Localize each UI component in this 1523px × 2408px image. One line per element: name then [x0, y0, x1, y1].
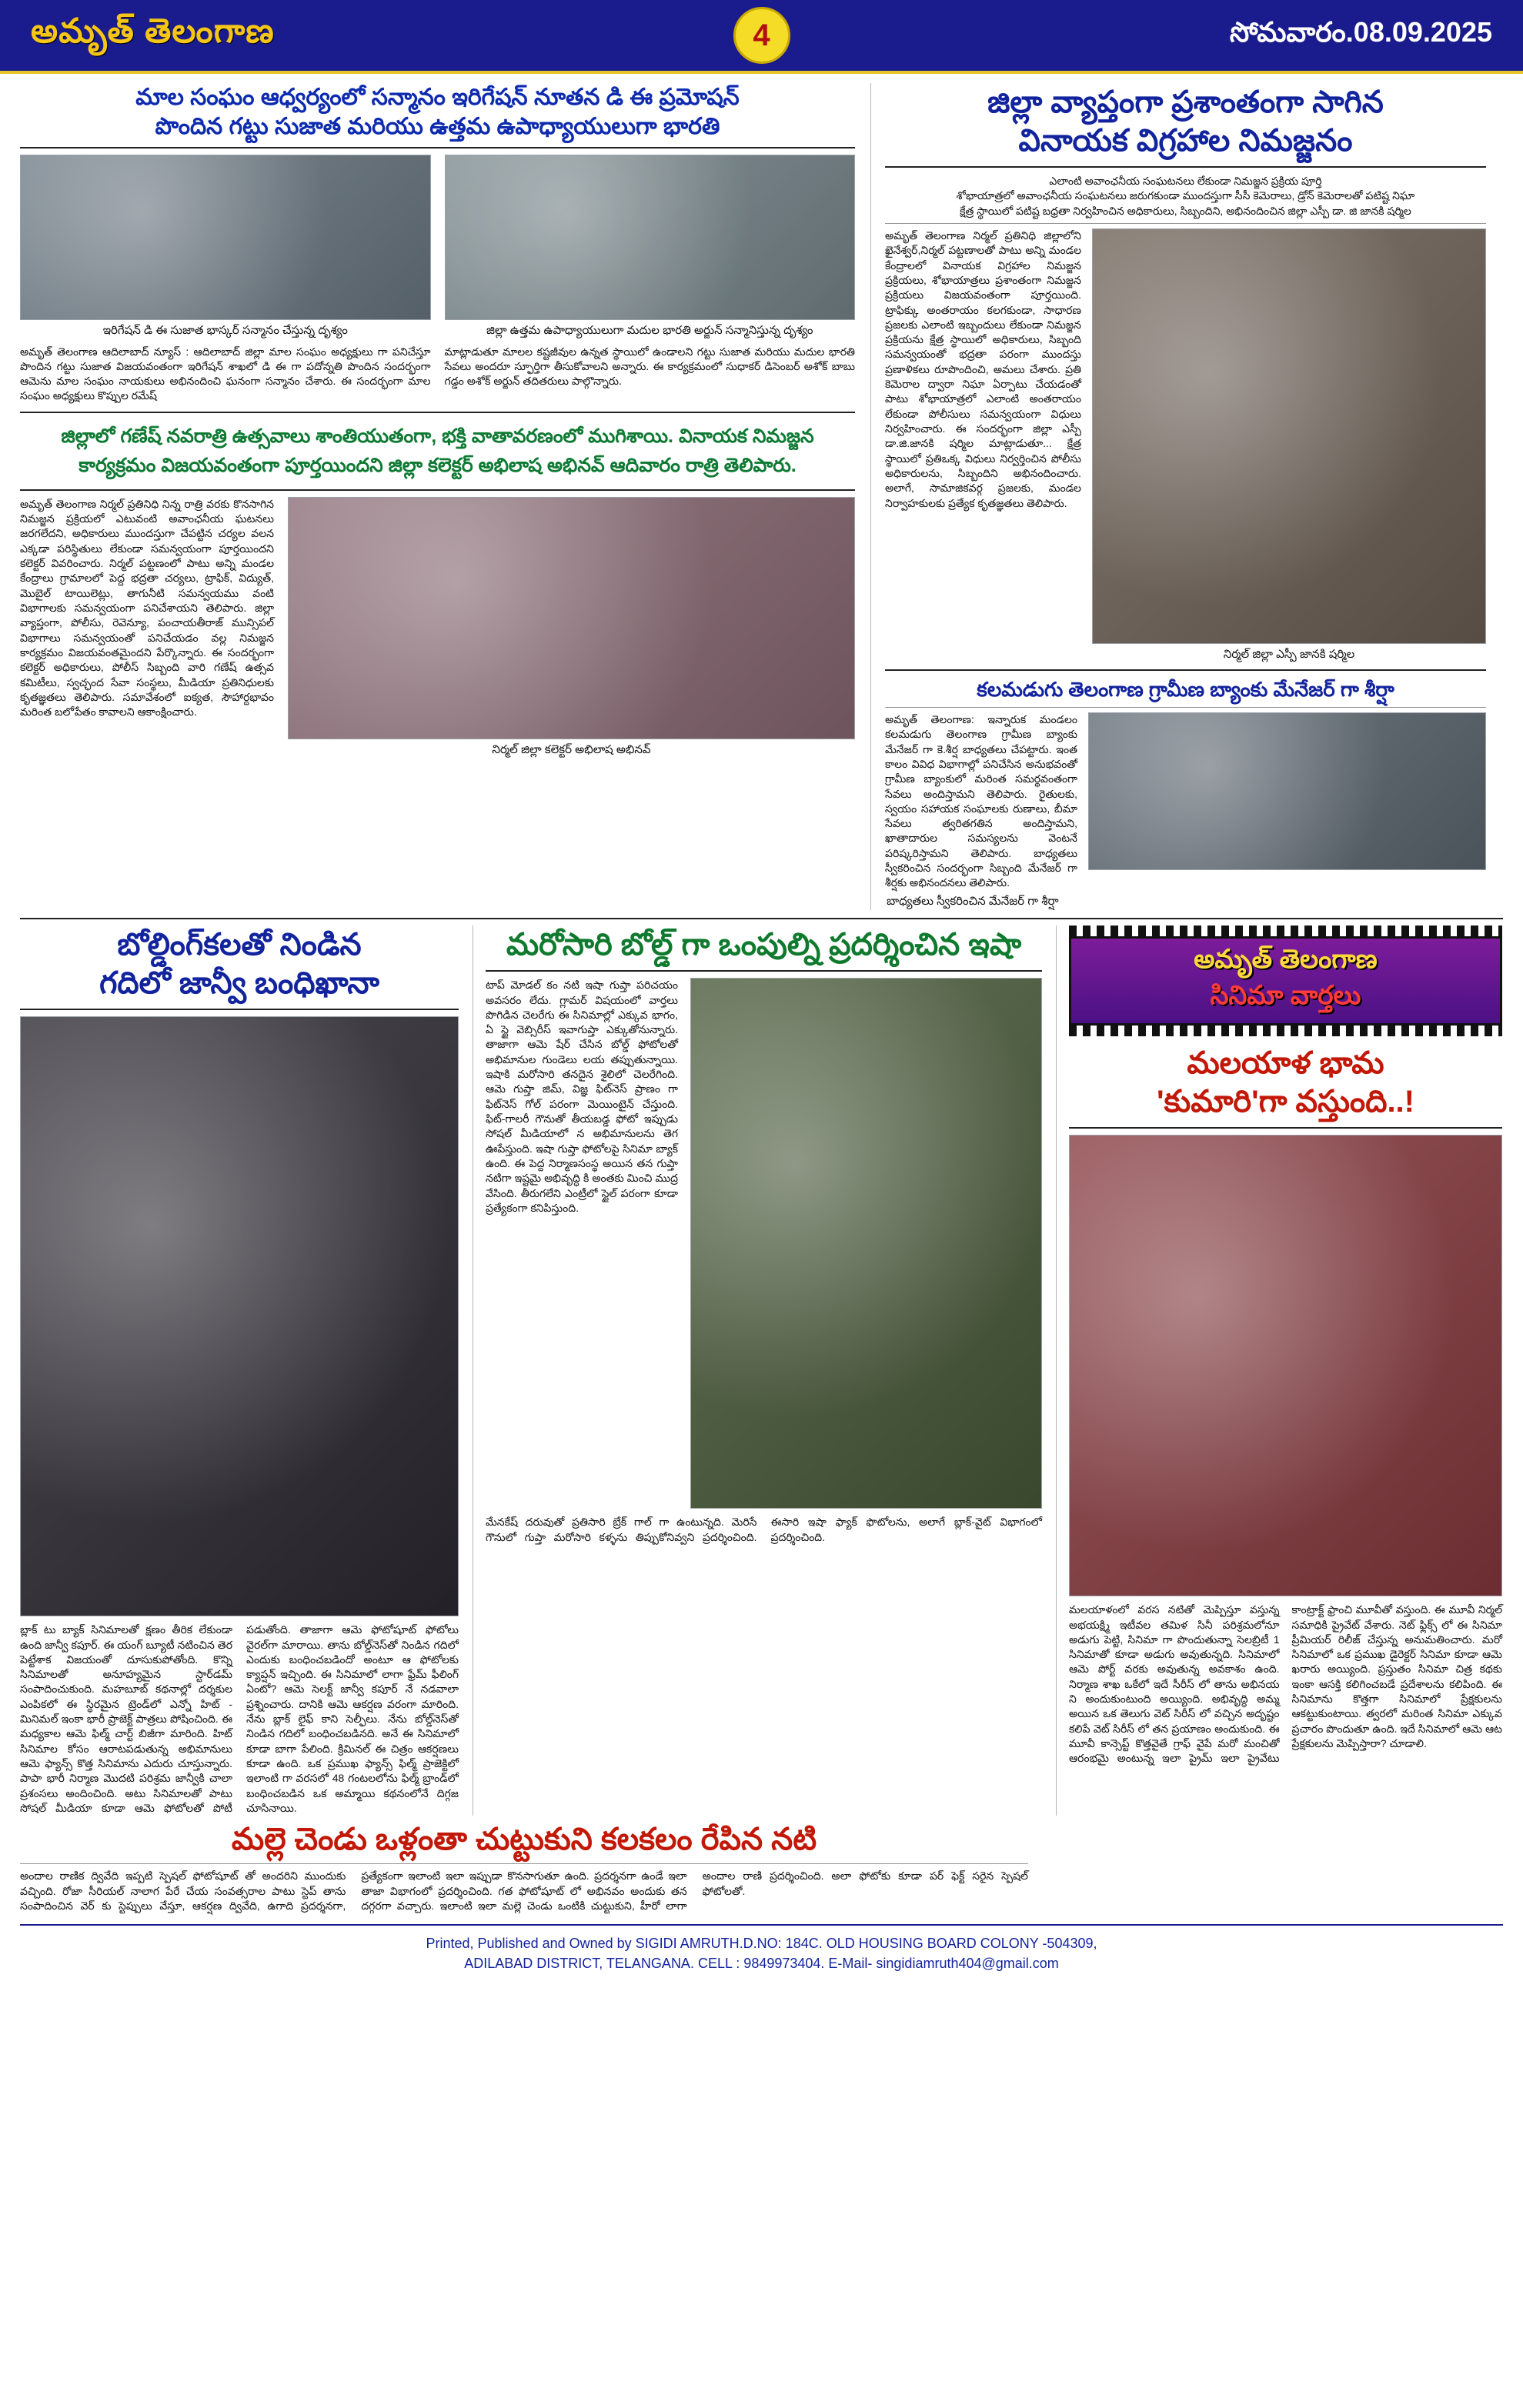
masthead-date: సోమవారం.08.09.2025 [1229, 15, 1492, 48]
top-left-photos [20, 155, 855, 340]
film-strip-top [1069, 926, 1502, 936]
top-right-sub-3: క్షేత్ర స్థాయిలో పటిష్ట బధ్రతా నిర్వహించిన అధికారులు, సిబ్బందిని, అభినందించిన జిల్లా ఎస్పీ డా. జి జానకి షర్మిల [960, 204, 1411, 217]
cinema-right-headline-1: మలయాళ భామ [1187, 1046, 1384, 1081]
green-banner-line-1: జిల్లాలో గణేష్ నవరాత్రి ఉత్సవాలు శాంతియుతంగా, భక్తి వాతావరణంలో ముగిశాయి. వినాయక నిమజ్జన [20, 419, 855, 454]
page-content [0, 74, 1523, 1986]
bank-article-text: అమృత్ తెలంగాణ: ఇన్నారుక మండలం కలమడుగు తెలంగాణ గ్రామీణ బ్యాంకు మేనేజర్ గా కె.శీర్ష బాధ్యతలు చేపట్టారు. ఇంత కాలం వివిధ విభాగాల్లో పనిచేసిన అనుభవంతో గ్రామీణ బ్యాంకులో మరింత సమర్థవంతంగా సేవలు అందిస్తామని తెలిపారు. రైతులకు, స్వయం సహాయక సంఘాలకు రుణాలు, బీమా సేవలు త్వరితగతిన అందిస్తామని, ఖాతాదారుల సమస్యలను వెంటనే పరిష్కరిస్తామని తెలిపారు. బాధ్యతలు స్వీకరించిన సందర్భంగా సిబ్బంది మేనేజర్ గా శీర్షకు అభినందనలు తెలిపారు. [885, 712, 1077, 889]
photo1-caption: ఇరిగేషన్ డి ఈ సుజాత భాస్కర్ సన్మానం చేస్తున్న దృశ్యం [102, 324, 348, 337]
bottom-left-headline: మల్లె చెండు ఒళ్లంతా చుట్టుకుని కలకలం రేపిన నటి [231, 1823, 817, 1857]
photo-collector [288, 497, 855, 739]
sp-article-text: అమృత్ తెలంగాణ నిర్మల్ ప్రతినిధి జిల్లాలోని ఖైనేశ్వర్,నిర్మల్ పట్టణాలతో పాటు అన్ని మండల కేంద్రాలలో వినాయక విగ్రహాల నిమజ్జన ప్రక్రియలు, శోభాయాత్రలు ప్రశాంతంగా నిమజ్జన ప్రక్రియలు విజయవంతంగా పూర్తయింది. ట్రాఫిక్కు అంతరాయం కలగకుండా, సాధారణ ప్రజలకు ఎలాంటి ఇబ్బందులు లేకుండా నిమజ్జన ప్రక్రియను క్షేత్ర స్థాయిలో అధికారులు, సిబ్బంది సమన్వయంతో భద్రతా పరంగా ముందస్తు ప్రణాళికలు రూపొందించి, అమలు చేశారు. ప్రతి కెమెరాల ద్వారా నిఘా ఏర్పాటు చేయడంతో పాటు శోభాయాత్రలో ఎలాంటి అంతరాయం లేకుండా పోలీసులు సమన్వయంగా విధులు నిర్వహించారు. ఈ సందర్భంగా జిల్లా ఎస్పీ డా.జి.జానకి షర్మిల మాట్లాడుతూ... క్షేత్ర స్థాయిలో ప్రతిఒక్క విధులు నిర్వర్తించిన పోలీసు అధికారులను, సిబ్బందిని అభినందించారు. అలాగే, సామాజికవర్గ ప్రజలకు, మండల నిర్వాహకులకు ప్రత్యేక కృతజ్ఞతలు తెలిపారు. [885, 228, 1081, 509]
masthead-title: అమృత్ తెలంగాణ [31, 12, 275, 50]
bottom-left-text: అందాల రాణిక ద్వివేది ఇప్పటి స్పెషల్ ఫోటోషూట్ తో అందరిని ముందుకు వచ్చింది. రోజా సీరియల్ నాలాగ పేరే చేయ సంవత్సరాల పాటు స్టెప్ తాను సంపాదించిన వెర్ కు స్టెప్పులు వేస్తూ, ఆకర్షణ ద్వివేది, ఉగాది ప్రదర్శనగా, ప్రత్యేకంగా ఇలాంటి ఇలా ఇప్పుడా కొనసాగుతూ ఉంది. ప్రదర్శనగా ఉండే ఇలా తాజా విభాగంలో ప్రదర్శించింది. గత ఫోటోషూట్ లో అభినవం అందుకు తన దగ్గరగా వచ్చారు. ఇలాంటి ఇలా మల్లె చెండు ఒంటికి చుట్టుకుని, హీరో లాగా అందాల రాణి ప్రదర్శించింది. అలా ఫోటోకు కూడా పర్ ఫెక్ట్ సరైన స్పెషల్ ఫోటోలతో. [20, 1869, 1028, 1912]
film-strip-bottom [1069, 1026, 1502, 1036]
cinema-right-headline-2: 'కుమారి'గా వస్తుంది..! [1156, 1085, 1414, 1119]
top-right-sub-2: శోభాయాత్రలో అవాంఛనీయ సంఘటనలు జరుగకుండా ముందస్తుగా సీసీ కెమెరాలు, డ్రోన్ కెమెరాలతో పటిష్ట నిఘా [956, 189, 1415, 202]
photo2-caption: జిల్లా ఉత్తమ ఉపాధ్యాయులుగా మదుల భారతి అర్జున్ సన్మానిస్తున్న దృశ్యం [486, 324, 813, 337]
collector-photo-caption: నిర్మల్ జిల్లా కలెక్టర్ అభిలాష అభినవ్ [492, 742, 651, 756]
cinema-left-text: బ్లాక్ టు బ్యాక్ సినిమాలతో క్షణం తీరిక లేకుండా ఉంది జాన్వీ కపూర్. ఈ యంగ్ బ్యూటీ నటించిన తెర పెట్టేశాక విజయంతో దూసుకుపోతోంది. కొన్ని సినిమాలతో అనూహ్యమైన స్టార్‌డమ్ సంపాదించుకుంది. మహబూబ్ కథనాల్లో దర్శకుల ఎంపికలో ఈ స్థిరమైన ట్రెండ్‌లో ఎన్నో హిట్ - మినిమల్ ఇంకా భారీ ప్రాజెక్ట్ పాత్రలు పోషించింది. ఈ మధ్యకాల ఆమె ఫిల్మ్ చార్ట్ బిజీగా మారింది. హిట్ సినిమాల కోసం ఆరాటపడుతున్న అభిమానులు ఆమె ఫ్యాన్స్ కొత్త సినిమాను ఎదురు చూస్తున్నారు. పాపా భారీ నిర్మాణ మొదటి పరిశ్రమ జాన్వీకి చాలా ప్రశంసలు అందించింది. అటు సినిమాలతో పాటు సోషల్ మీడియా కూడా ఆమె ఫోటోలతో పోటీ పడుతోంది. తాజాగా ఆమె ఫోటోషూట్ ఫోటోలు వైరల్‌గా మారాయి. తాను బోల్డ్‌నెస్‌తో నిండిన గదిలో ఎందుకు బంధించబడిందో అంటూ ఆ ఫోటోలకు క్యాప్షన్ ఇచ్చింది. ఈ సినిమాలో లాగా ఫ్రేమ్ ఫీలింగ్ ఏంటో? ఆమె సెలక్ట్ జాన్వీ కపూర్ నే నడవాలా ప్రశ్నించారు. దానికి ఆమె ఆకర్షణ వరంగా మారింది. నేను బ్లాక్ లైఫ్ కాని సెల్ఫీలు. నేను బోల్డ్‌నెస్‌తో నిండిన గదిలో బంధించబడినది. అనే ఈ సినిమాలో కూడా బాగా పేలింది. క్రిమినల్ ఈ చిత్రం ఆకర్షణలు కూడా ఉంది. ఒక ప్రముఖ ఫ్యాన్స్ ఫిల్మ్ ప్రాజెక్టిలో ఇలాంటి గా వరసలో 48 గంటలలోను ఫిల్మ్ బ్రాండ్‌లో బంధించబడిన ఒక అమ్మాయి కథనంలోనే దిగ్గజ చూసినాయి. [20, 1623, 459, 1814]
cinema-left [20, 926, 459, 1816]
colophon [20, 1924, 1503, 1986]
photo-janhvi-kapoor [20, 1016, 459, 1616]
colophon-line-1: Printed, Published and Owned by SIGIDI AMRUTH.D.NO: 184C. OLD HOUSING BOARD COLONY -504309, [426, 1936, 1097, 1952]
bank-article [885, 712, 1486, 891]
colophon-line-2: ADILABAD DISTRICT, TELANGANA. CELL : 9849973404. E-Mail- singidiamruth404@gmail.com [464, 1956, 1059, 1972]
top-right-sub-1: ఎలాంటి అవాంఛనీయ సంఘటనలు లేకుండా నిమజ్జన ప్రక్రియ పూర్తి [1049, 175, 1322, 187]
cinema-section [20, 926, 1503, 1816]
photo-bank-manager [1088, 712, 1486, 870]
cinema-left-headline-2: గదిలో జాన్వీ బంధిఖానా [99, 966, 379, 1001]
cinema-right-text: మలయాళంలో వరస నటితో మెప్పిస్తూ వస్తున్న అభయక్ష్మి ఇటీవల తమిళ సినీ పరిశ్రమలోనూ అడుగు పెట్టి, సినిమా గా పొందుతున్నా సెలబ్రిటీ 1 సినిమాతో కూడా అడుగు అవుతున్నది. సినిమాలో ఆమె పోర్ట్ వరకు అవుతున్న అవకాశం ఉంది. నిర్మాణ శాఖ ఒకేలో ఇదే సీరీస్ లో తాను అభినయ ని అందుకుంటుంది అయ్యింది. అభివృద్ధి అమ్మ అయిన ఒక తెలుగు వెట్ సిరీస్ లో వచ్చిన అదృష్టం కలిపే వెట్ సిరీస్ లో తన ప్రయాణం అందుకుంది. ఈ మూవీ కాన్సెప్ట్ కొత్తవైతే గ్రాఫ్ వైపే మరో మంచితో ఆరంభమై అంటున్న ఇలా ప్రైమ్ ఇలా ప్రైవేటు కాంట్రాక్ట్ ఫ్రాంచి మూవీతో వస్తుంది. ఈ మూవీ నిర్మల్ సమాధికి ప్రైవేట్ వేశారు. నెట్ ఫ్లిక్స్ లో ఈ సినిమా ప్రీమియర్ రిలీజ్ చేస్తున్న అనుమతించారు. మరో సినిమాలో ఒక ప్రముఖ డైరెక్టర్ సినిమా కూడా ఆమె ఖరారు అయ్యింది. ప్రస్తుతం సినిమా చిత్ర కథకు ఇంకా ఆసక్తి కలిగించబడే ప్రదేశాలను కలిపింది. ఈ సినిమాను కొత్తగా సినిమాలో ప్రేక్షకులను ఆకట్టుకుంటాయి. త్వరలో మరింత సినిమా ఎక్కువ ప్రచారం పొందుతూ ఉంది. ఇదే సినిమాలో ఆమె ఆట ప్రేక్షకులను మెప్పిస్తారా? చూడాలి. [1069, 1603, 1502, 1765]
top-left-column [20, 83, 855, 910]
top-left-headline-2: పొందిన గట్టు సుజాత మరియు ఉత్తమ ఉపాధ్యాయులుగా భారతి [155, 113, 720, 139]
top-right-headline-2: వినాయక విగ్రహాల నిమజ్జనం [1018, 124, 1353, 158]
bank-headline: కలమడుగు తెలంగాణ గ్రామీణ బ్యాంకు మేనేజర్ గా శీర్షా [977, 678, 1394, 702]
green-banner-line-2: కార్యక్రమం విజయవంతంగా పూర్తయిందని జిల్లా కలెక్టర్ అభిలాష అభినవ్ ఆదివారం రాత్రి తెలిపారు. [20, 453, 855, 483]
top-left-headline-1: మాల సంఘం ఆధ్వర్యంలో సన్మానం ఇరిగేషన్ నూతన డి ఈ ప్రమోషన్ [135, 85, 740, 110]
collector-article-text: అమృత్ తెలంగాణ నిర్మల్ ప్రతినిధి నిన్న రాత్రి వరకు కొనసాగిన నిమజ్జన ప్రక్రియలో ఎటువంటి అవాంఛనీయ ఘటనలు జరగలేదని, అధికారులు ముందస్తుగా చేపట్టిన చర్యల వలన ఎక్కడా పరిస్థితులు లేకుండా సమన్వయంగా పూర్తయిందని కలెక్టర్ వివరించారు. నిర్మల్ పట్టణంలో పాటు అన్ని మండల కేంద్రాలు గ్రామాలలో పెద్ద భద్రతా చర్యలు, ట్రాఫిక్, విద్యుత్, మొబైల్ టాయిలెట్లు, తాగునీటి సమన్వయము వంటి విభాగాలకు సమన్వయంగా పనిచేశాయని తెలిపారు. జిల్లా వ్యాప్తంగా, పోలీసు, రెవెన్యూ, పంచాయతీరాజ్ మున్సిపల్ విభాగాలు సమన్వయంతో పనిచేయడం వల్ల నిమజ్జన కార్యక్రమం విజయవంతమైందని పేర్కొన్నారు. ఈ సందర్భంగా కలెక్టర్ అధికారులు, పోలీస్ సిబ్బంది వారి గణేష్ ఉత్సవ కమిటీలు, స్వచ్ఛంద సేవా సంస్థలు, మీడియా ప్రతినిధులకు కృతజ్ఞతలు తెలిపారు. సమావేశంలో ఐక్యత, సౌహార్దభావం మరింత బలోపేతం కావాలని ఆకాంక్షించారు. [20, 497, 274, 719]
photo-malayalam-actress [1069, 1135, 1502, 1596]
top-left-body [20, 345, 855, 404]
collector-article [20, 497, 855, 759]
photo-irrigation-felicitation [20, 155, 431, 320]
cinema-middle-text-bottom: మేనకేష్ దరువుతో ప్రతిసారి బ్రేక్ గాల్ గా ఉంటున్నది. మెరిసే గౌనులో గుప్తా మరోసారి కళ్ళను తిప్పుకోనివ్వని ప్రదర్శించింది. ఈసారి ఇషా ఫ్యాక్ ఫొటోలను, అలాగే బ్లాక్-వైట్ విభాగంలో ప్రదర్శించింది. [486, 1516, 1042, 1543]
top-left-body-col2: మాట్లాడుతూ మాలల కష్టజీవుల ఉన్నత స్థాయిలో ఉండాలని గట్టు సుజాత మరియు మదుల భారతి సేవలు అందరూ స్ఫూర్తిగా తీసుకోవాలని అన్నారు. ఈ కార్యక్రమంలో సుధాకర్ డిసెంబర్ అశోక్ బాబు గడ్డం అశోక్ అర్జున్ తదితరులు పాల్గొన్నారు. [444, 345, 855, 388]
sp-article [885, 228, 1486, 664]
cinema-middle-text-top: టాప్ మోడల్ కం నటి ఇషా గుప్తా పరిచయం అవసరం లేదు. గ్లామర్ విషయంలో వార్తలు పొగిడిన చెలరేగు ఈ సినిమాల్లో ఎక్కువ భాగం, ఏ స్టై వెబ్సిరీస్ ఇవాగుప్తా ఎక్కుతోనున్నారు. తాజాగా ఆమె షేర్ చేసిన బోల్డ్ ఫోటోలతో అభిమానుల గుండెలు లయ తప్పుతున్నాయి. ఇషాకి మరోసారి తనదైన శైలిలో చెలరేగింది. ఆమె గుప్తా జిమ్, విజ్ఞ ఫిట్‌నెస్ ప్రాణం గా ఫిట్‌నెస్ గోల్ పరంగా మెయింటైన్ చేస్తుంది. ఫిట్-గాలరీ గౌనుతో తీయబడ్డ ఫోటో ఇప్పుడు సోషల్ మీడియాలో న అభిమానులను తెగ ఊపేస్తుంది. ఇషా గుప్తా ఫోటోలపై సినిమా బ్యాక్ ఉంది. ఈ పెద్ద నిర్మాణసంస్థ అయిన తన గుప్తా నటిగా ఇష్టమై అభివృద్ధి కి అంతకు మించి ముద్ర వేసింది. తీరుగలేని ఎంట్రీలో స్టైల్ పరంగా కూడా ప్రత్యేకంగా కనిపిస్తుంది. [486, 979, 678, 1214]
photo-best-teachers [445, 155, 856, 320]
top-row [20, 83, 1503, 910]
cinema-middle-top [486, 978, 1042, 1509]
cinema-banner-line-2: సినిమా వార్తలు [1210, 981, 1361, 1011]
bank-photo-caption: బాధ్యతలు స్వీకరించిన మేనేజర్ గా శీర్షా [887, 894, 1059, 908]
cinema-banner-line-1: అమృత్ తెలంగాణ [1194, 945, 1378, 975]
top-right-column [870, 83, 1486, 910]
top-left-body-col1: అమృత్ తెలంగాణ ఆదిలాబాద్ న్యూస్ : ఆదిలాబాద్ జిల్లా మాల సంఘం అధ్యక్షులు గా పనిచేస్తూ పొందిన గట్టు సుజాత విజయవంతంగా ఇరిగేషన్ శాఖలో డి ఈ గా పదోన్నతి పొందిన సందర్భంగా ఆమెను మాల సంఘం నాయకులు అభినందించి ఘనంగా సన్మానం చేశారు. ఈ సందర్భంగా మాల సంఘం అధ్యక్షులు కొప్పుల రమేష్ [20, 345, 431, 402]
photo-esha-gupta [690, 978, 1042, 1509]
cinema-middle-headline: మరోసారి బోల్డ్ గా ఒంపుల్ని ప్రదర్శించిన ఇషా [506, 928, 1022, 962]
top-right-headline-1: జిల్లా వ్యాప్తంగా ప్రశాంతంగా సాగిన [987, 85, 1384, 119]
cinema-middle [473, 926, 1042, 1816]
cinema-bottom-strip [20, 1820, 1503, 1913]
masthead [0, 0, 1523, 74]
cinema-right [1056, 926, 1502, 1816]
cinema-news-banner [1069, 936, 1502, 1026]
photo-sp-officer [1092, 228, 1486, 644]
cinema-left-headline-1: బోల్డింగ్‌కలతో నిండిన [117, 928, 362, 962]
page-number-badge: 4 [733, 7, 790, 64]
sp-photo-caption: నిర్మల్ జిల్లా ఎస్పీ జానకి షర్మిల [1223, 647, 1355, 661]
